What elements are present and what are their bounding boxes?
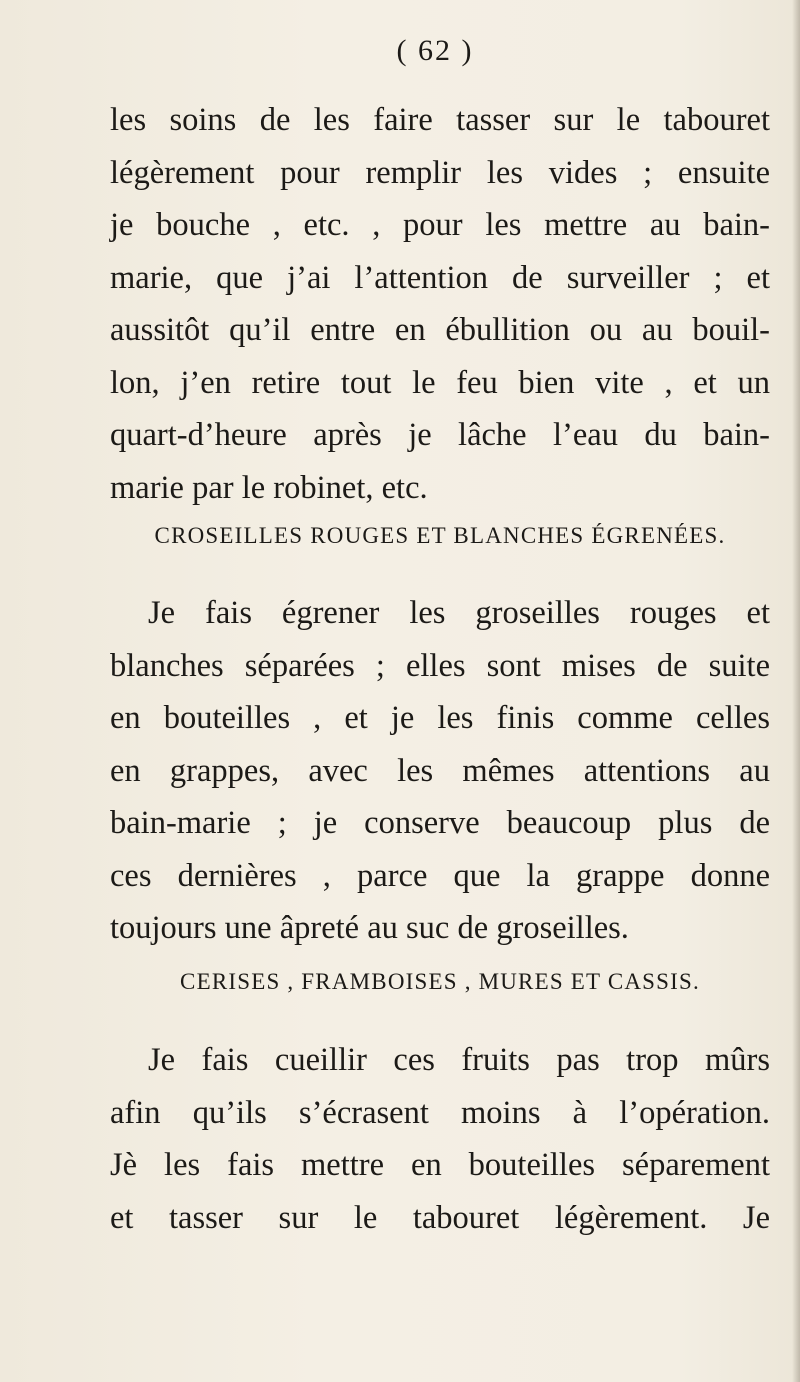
text-line: je bouche , etc. , pour les mettre au bain- — [110, 207, 770, 243]
text-line: en bouteilles , et je les finis comme celles — [110, 700, 770, 736]
page-number: ( 62 ) — [396, 34, 474, 67]
text-line: aussitôt qu’il entre en ébullition ou au bouil- — [110, 312, 770, 348]
text-line: toujours une âpreté au suc de groseilles. — [110, 910, 629, 946]
paragraph-1 — [110, 94, 770, 514]
text-line: Je fais cueillir ces fruits pas trop mûrs — [148, 1042, 770, 1078]
text-line: Jè les fais mettre en bouteilles séparement — [110, 1147, 770, 1183]
text-line: les soins de les faire tasser sur le tabouret — [110, 102, 770, 138]
text-line: en grappes, avec les mêmes attentions au — [110, 752, 770, 789]
section-heading-cerises: CERISES , FRAMBOISES , MURES ET CASSIS. — [180, 969, 700, 994]
text-line: quart-d’heure après je lâche l’eau du bain- — [110, 417, 770, 453]
text-line: légèrement pour remplir les vides ; ensuite — [110, 154, 770, 191]
text-line: blanches séparées ; elles sont mises de suite — [110, 647, 770, 684]
page-edge-shadow — [792, 0, 800, 1382]
text-line: lon, j’en retire tout le feu bien vite , et un — [110, 364, 770, 401]
paragraph-3 — [110, 1034, 770, 1244]
text-line: marie, que j’ai l’attention de surveiller ; et — [110, 259, 770, 296]
paragraph-2 — [110, 587, 770, 955]
section-heading-groseilles: CROSEILLES ROUGES ET BLANCHES ÉGRENÉES. — [154, 523, 726, 548]
text-line: Je fais égrener les groseilles rouges et — [148, 595, 770, 631]
text-line: afin qu’ils s’écrasent moins à l’opération. — [110, 1094, 770, 1131]
text-line: et tasser sur le tabouret légèrement. Je — [110, 1199, 770, 1236]
text-line: bain-marie ; je conserve beaucoup plus de — [110, 805, 770, 841]
text-line: ces dernières , parce que la grappe donne — [110, 857, 770, 894]
text-line: marie par le robinet, etc. — [110, 469, 428, 506]
